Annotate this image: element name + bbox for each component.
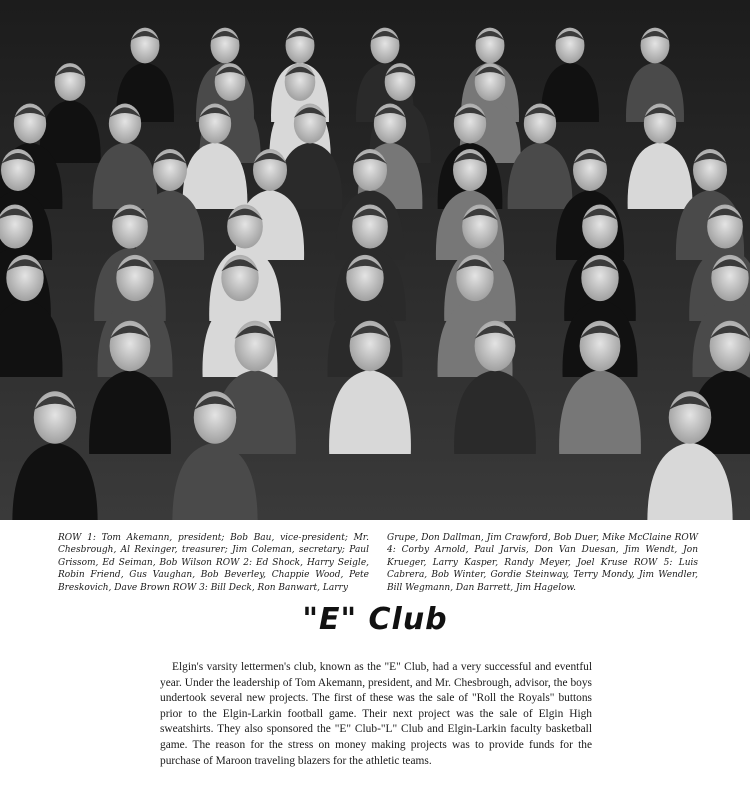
caption-left-column: ROW 1: Tom Akemann, president; Bob Bau, vice-president; Mr. Chesbrough, Al Rexinger, treasurer; Jim Coleman, secretary; Paul Grissom, Ed Seiman, Bob Wilson ROW 2: Ed Shock, Harry Seigle, Robin Friend, Gus Vaughan, Bob Beverley, Chappie Wood, Pete Breskovich, Dave Brown ROW 3: Bill Deck, Ron Banwart, Larry	[58, 533, 369, 593]
photo-caption	[58, 532, 698, 594]
caption-right-column: Grupe, Don Dallman, Jim Crawford, Bob Duer, Mike McClaine ROW 4: Corby Arnold, Paul Jarvis, Don Van Duesan, Jim Wendt, Jon Krueger, Larry Kasper, Randy Meyer, Joel Kruse ROW 5: Luis Cabrera, Bob Winter, Gordie Steinway, Terry Mondy, Jim Wendler, Bill Wegmann, Dan Barrett, Jim Hagelow.	[387, 533, 698, 593]
page-title: "E" Club	[302, 602, 448, 637]
article-body: Elgin's varsity lettermen's club, known as the "E" Club, had a very successful and eventful year. Under the leadership of Tom Akemann, president, and Mr. Chesbrough, advisor, the boys undertook several new projects. The first of these was the sale of "Roll the Royals" buttons prior to the Elgin-Larkin football game. Their next project was the sale of Elgin High sweatshirts. They also sponsored the "E" Club-"L" Club and Elgin-Larkin faculty basketball game. The reason for the stress on money making projects was to provide funds for the purchase of Maroon traveling blazers for the athletic teams.	[160, 661, 592, 767]
